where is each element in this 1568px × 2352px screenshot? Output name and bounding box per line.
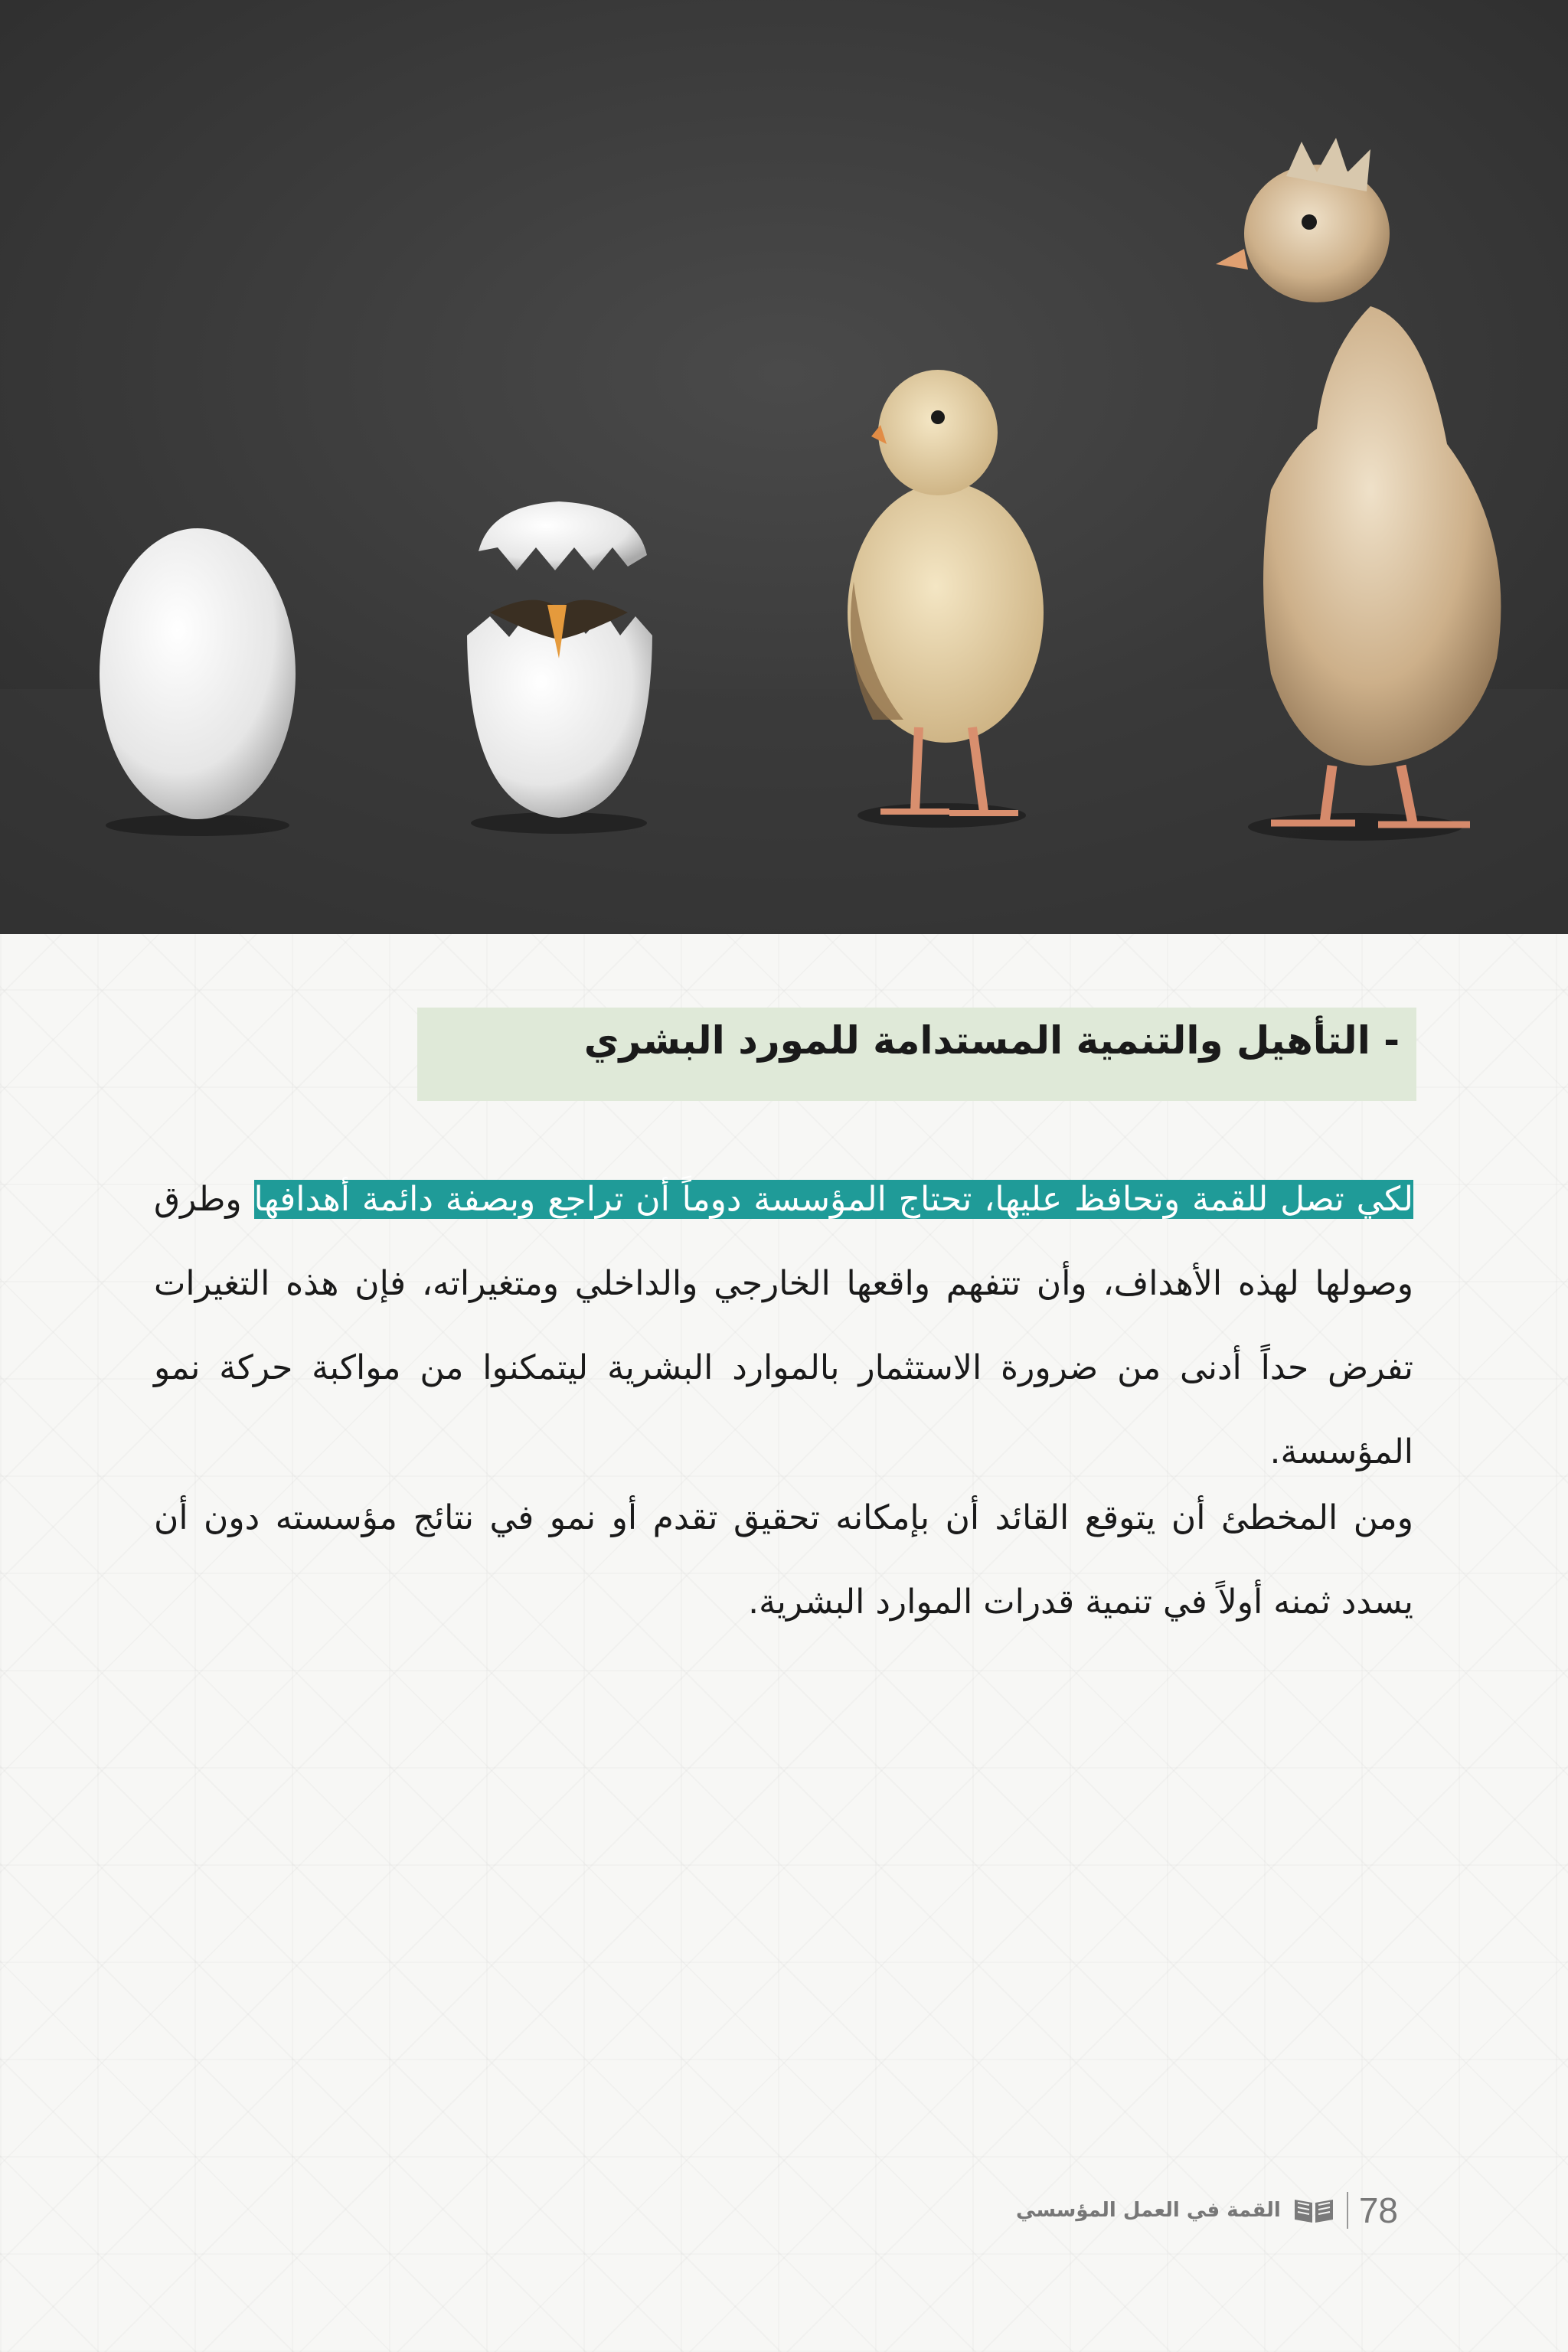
page-number: 78 bbox=[1358, 2190, 1398, 2230]
book-title: القمة في العمل المؤسسي bbox=[1016, 2199, 1281, 2222]
paragraph-1 bbox=[154, 1158, 1413, 1494]
book-icon bbox=[1292, 2195, 1336, 2226]
highlighted-text: لكي تصل للقمة وتحافظ عليها، تحتاج المؤسسة دوماً أن تراجع وبصفة دائمة أهدافها bbox=[253, 1180, 1414, 1219]
section-heading: - التأهيل والتنمية المستدامة للمورد البشري bbox=[583, 1018, 1400, 1063]
paragraph-2: ومن المخطئ أن يتوقع القائد أن بإمكانه تحقيق تقدم أو نمو في نتائج مؤسسته دون أن يسدد ثمنه أولاً في تنمية قدرات الموارد البشرية. bbox=[154, 1498, 1413, 1622]
header-photo bbox=[0, 0, 1568, 934]
paragraph-1-text: وطرق وصولها لهذه الأهداف، وأن تتفهم واقعها الخارجي والداخلي ومتغيراته، فإن هذه التغيرات تفرض حداً أدنى من ضرورة الاستثمار بالموارد البشرية ليتمكنوا من مواكبة حركة نمو المؤسسة. bbox=[154, 1180, 1413, 1472]
page-footer bbox=[1016, 2190, 1398, 2231]
footer-divider bbox=[1347, 2192, 1348, 2229]
